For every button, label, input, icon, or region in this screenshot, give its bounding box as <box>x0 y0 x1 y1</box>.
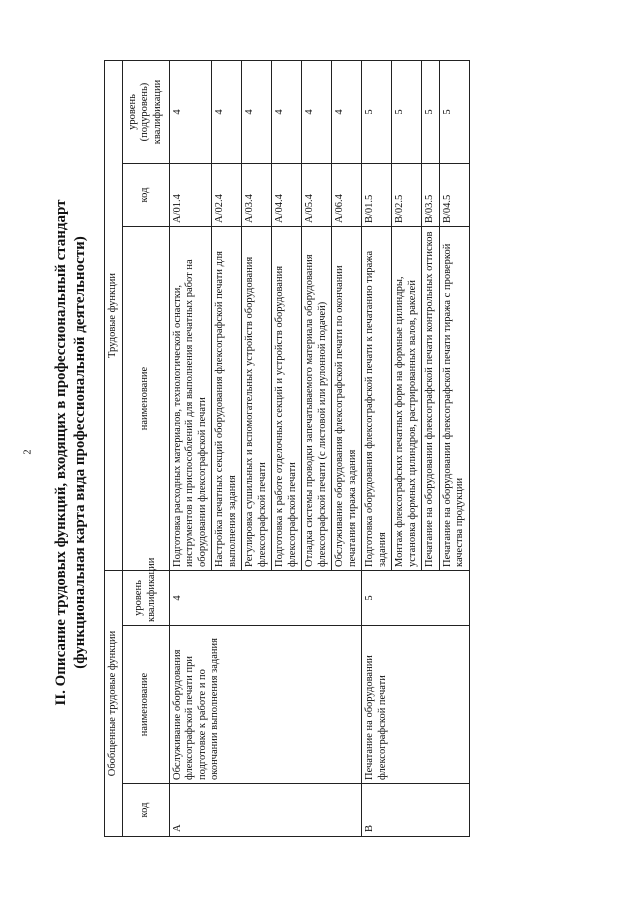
header-labor-functions: Трудовые функции <box>105 60 123 570</box>
function-name: Печатание на оборудовании флексографской печати тиража с проверкой качества продукции <box>439 227 469 571</box>
group-name: Печатание на оборудовании флексографской печати <box>362 626 470 784</box>
group-code: B <box>362 784 470 837</box>
header-function-name: наименование <box>122 227 169 571</box>
function-name: Обслуживание оборудования флексографской печати по окончании печатания тиража задания <box>332 227 362 571</box>
function-code: A/05.4 <box>302 164 332 227</box>
document-title <box>52 0 90 905</box>
title-line-2: (функциональная карта вида профессиональной деятельности) <box>72 236 88 669</box>
function-code: B/03.5 <box>422 164 440 227</box>
header-level: уровень квалификации <box>122 571 169 626</box>
function-level: 5 <box>422 60 440 163</box>
title-line-1: II. Описание трудовых функций, входящих в профессиональный стандарт <box>53 199 69 706</box>
table-row <box>362 60 392 836</box>
function-name: Подготовка расходных материалов, технологической оснастки, инструментов и приспособлений для выполнения печатных работ на оборудовании флексографской печати <box>169 227 212 571</box>
table-subheader-row <box>122 60 169 836</box>
function-name: Регулировка сушильных и вспомогательных устройств оборудования флексографской печати <box>242 227 272 571</box>
function-level: 5 <box>392 60 422 163</box>
function-level: 4 <box>212 60 242 163</box>
function-level: 5 <box>439 60 469 163</box>
function-name: Отладка системы проводки запечатываемого материала оборудования флексографской печати (с листовой или рулонной подачей) <box>302 227 332 571</box>
function-code: A/03.4 <box>242 164 272 227</box>
header-function-code: код <box>122 164 169 227</box>
function-code: B/01.5 <box>362 164 392 227</box>
function-code: A/04.4 <box>272 164 302 227</box>
header-name: наименование <box>122 626 169 784</box>
function-name: Печатание на оборудовании флексографской печати контрольных оттисков <box>422 227 440 571</box>
function-code: A/02.4 <box>212 164 242 227</box>
group-name: Обслуживание оборудования флексографской печати при подготовке к работе и по окончании выполнения задания <box>169 626 362 784</box>
group-level: 5 <box>362 571 470 626</box>
function-level: 5 <box>362 60 392 163</box>
header-code: код <box>122 784 169 837</box>
table-row <box>169 60 212 836</box>
function-code: B/02.5 <box>392 164 422 227</box>
function-level: 4 <box>169 60 212 163</box>
header-generalized-functions: Обобщенные трудовые функции <box>105 571 123 837</box>
function-map-table <box>104 60 470 837</box>
function-level: 4 <box>272 60 302 163</box>
function-level: 4 <box>332 60 362 163</box>
function-code: A/01.4 <box>169 164 212 227</box>
function-level: 4 <box>302 60 332 163</box>
page-number: 2 <box>22 449 34 455</box>
function-name: Подготовка оборудования флексографской печати к печатанию тиража задания <box>362 227 392 571</box>
group-code: A <box>169 784 362 837</box>
function-name: Настройка печатных секций оборудования флексографской печати для выполнения задания <box>212 227 242 571</box>
group-level: 4 <box>169 571 362 626</box>
function-name: Монтаж флексографских печатных форм на формные цилиндры, установка формных цилиндров, растрированных валов, ракелей <box>392 227 422 571</box>
function-level: 4 <box>242 60 272 163</box>
header-function-sublevel: уровень (подуровень) квалификации <box>122 60 169 163</box>
function-code: A/06.4 <box>332 164 362 227</box>
table-header-row <box>105 60 123 836</box>
function-code: B/04.5 <box>439 164 469 227</box>
function-name: Подготовка к работе отделочных секций и устройств оборудования флексографской печати <box>272 227 302 571</box>
